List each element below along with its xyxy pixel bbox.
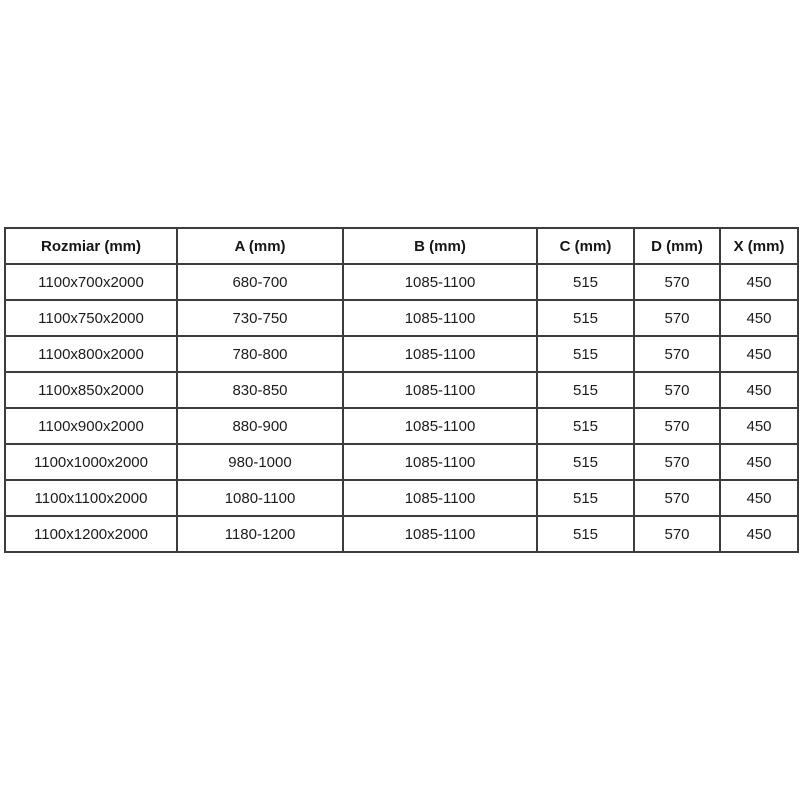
table-cell: 515 [537,408,634,444]
table-cell: 1180-1200 [177,516,343,552]
table-cell: 570 [634,336,720,372]
table-row [5,516,798,552]
table-cell: 450 [720,408,798,444]
table-row [5,300,798,336]
header-row [5,228,798,264]
table-cell: 450 [720,516,798,552]
table-cell: 1085-1100 [343,480,537,516]
table-body [5,264,798,552]
table-cell: 1100x900x2000 [5,408,177,444]
table-cell: 1085-1100 [343,516,537,552]
table-cell: 780-800 [177,336,343,372]
dimensions-table [4,227,799,553]
table-cell: 515 [537,480,634,516]
table-row [5,372,798,408]
table-cell: 1100x1100x2000 [5,480,177,516]
table-row [5,264,798,300]
table-cell: 450 [720,336,798,372]
table-cell: 730-750 [177,300,343,336]
table-cell: 450 [720,300,798,336]
table-cell: 450 [720,480,798,516]
table-cell: 880-900 [177,408,343,444]
table-cell: 450 [720,264,798,300]
table-row [5,408,798,444]
table-cell: 1100x750x2000 [5,300,177,336]
table-cell: 1100x700x2000 [5,264,177,300]
table-cell: 450 [720,444,798,480]
table-cell: 570 [634,408,720,444]
table-cell: 570 [634,372,720,408]
table-cell: 515 [537,444,634,480]
table-cell: 515 [537,300,634,336]
table-cell: 1080-1100 [177,480,343,516]
table-cell: 515 [537,336,634,372]
table-cell: 570 [634,516,720,552]
table-cell: 1085-1100 [343,372,537,408]
table-cell: 570 [634,300,720,336]
table-cell: 1100x1200x2000 [5,516,177,552]
table-cell: 515 [537,516,634,552]
column-header-1: Rozmiar (mm) [5,228,177,264]
column-header-2: A (mm) [177,228,343,264]
table-cell: 450 [720,372,798,408]
table-cell: 570 [634,444,720,480]
column-header-3: B (mm) [343,228,537,264]
table-row [5,336,798,372]
column-header-5: D (mm) [634,228,720,264]
table-cell: 570 [634,480,720,516]
table-cell: 1085-1100 [343,444,537,480]
table-cell: 515 [537,264,634,300]
table-cell: 980-1000 [177,444,343,480]
table-cell: 1100x800x2000 [5,336,177,372]
table-cell: 1100x850x2000 [5,372,177,408]
table-cell: 1085-1100 [343,408,537,444]
table-cell: 1100x1000x2000 [5,444,177,480]
table-row [5,480,798,516]
column-header-6: X (mm) [720,228,798,264]
table-cell: 1085-1100 [343,336,537,372]
table-cell: 515 [537,372,634,408]
table-cell: 570 [634,264,720,300]
table-cell: 1085-1100 [343,264,537,300]
column-header-4: C (mm) [537,228,634,264]
table-row [5,444,798,480]
table-cell: 680-700 [177,264,343,300]
table-header [5,228,798,264]
table-cell: 1085-1100 [343,300,537,336]
table-cell: 830-850 [177,372,343,408]
